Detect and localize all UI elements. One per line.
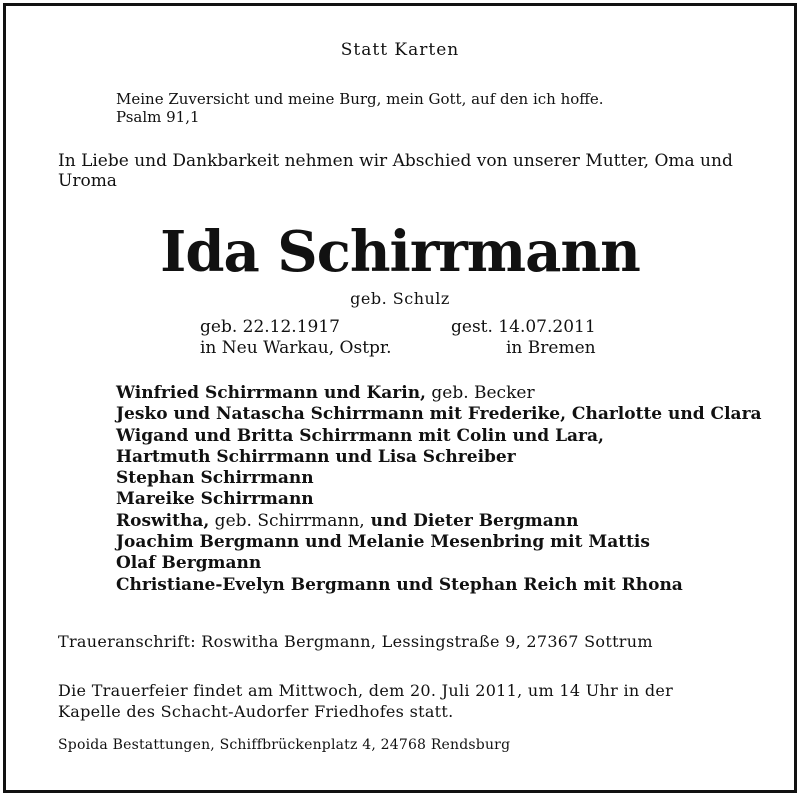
mourner-row [116,575,762,596]
service-line-1: Die Trauerfeier findet am Mittwoch, dem 20. Juli 2011, um 14 Uhr in der [58,681,674,700]
mourner-bold-text: Jesko und Natascha Schirrmann mit Frederike, Charlotte und Clara [116,404,762,425]
intro-line-1: In Liebe und Dankbarkeit nehmen wir Abschied von unserer Mutter, Oma und [58,151,733,171]
notice-header: Statt Karten [340,40,460,60]
intro-line-2: Uroma [58,171,117,191]
service-line-2: Kapelle des Schacht-Audorfer Friedhofes statt. [58,702,454,721]
birth-place: in Neu Warkau, Ostpr. [200,338,392,358]
mourner-row [116,553,762,574]
deceased-name: Ida Schirrmann [160,219,640,285]
death-place: in Bremen [506,338,596,358]
mourner-bold-text: Christiane-Evelyn Bergmann und Stephan Reich mit Rhona [116,574,683,595]
funeral-home: Spoida Bestattungen, Schiffbrückenplatz 4, 24768 Rendsburg [58,737,511,753]
mourner-bold-text: Winfried Schirrmann und Karin, [116,383,426,403]
mourner-regular-text: geb. Schirrmann, [209,510,365,531]
mourner-bold2-text: und Dieter Bergmann [364,510,579,531]
mourner-row [116,489,762,510]
mourner-bold-text: Mareike Schirrmann [116,489,314,510]
mourning-address: Traueranschrift: Roswitha Bergmann, Lessingstraße 9, 27367 Sottrum [58,632,653,651]
service-info [58,680,673,722]
psalm-quote: Meine Zuversicht und meine Burg, mein Gott, auf den ich hoffe. [116,90,604,108]
mourner-row [116,447,762,468]
birth-name: geb. Schulz [350,289,450,308]
mourners-list [116,383,762,596]
mourner-row [116,532,762,553]
mourner-regular-text: geb. Becker [425,383,535,403]
mourner-row [116,383,762,404]
mourner-bold-text: Stephan Schirrmann [116,468,314,489]
intro-text [58,151,733,191]
mourner-bold-text: Hartmuth Schirrmann und Lisa Schreiber [116,446,516,467]
mourner-row [116,404,762,425]
mourner-bold-text: Joachim Bergmann und Melanie Mesenbring mit Mattis [116,532,650,553]
mourner-row [116,426,762,447]
mourner-bold-text: Wigand und Britta Schirrmann mit Colin und Lara, [116,425,604,446]
psalm-reference: Psalm 91,1 [116,108,200,126]
mourner-bold-text: Olaf Bergmann [116,553,262,574]
mourner-row [116,468,762,489]
birth-date: geb. 22.12.1917 [200,317,340,337]
mourner-bold-text: Roswitha, [116,510,210,531]
death-date: gest. 14.07.2011 [451,317,596,337]
mourner-row [116,511,762,532]
